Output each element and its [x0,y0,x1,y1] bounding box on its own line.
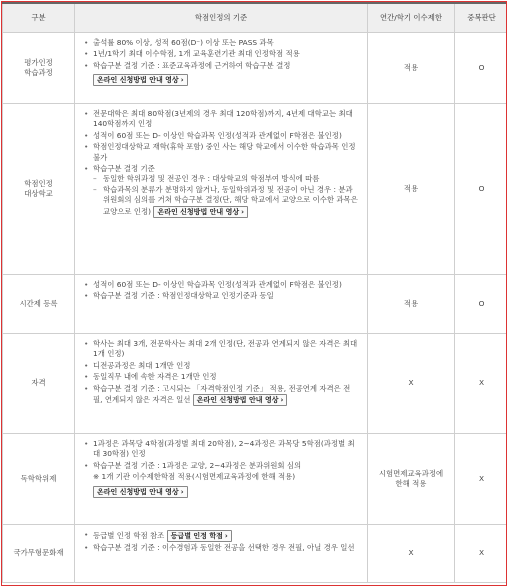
criteria-bullet: • 성적이 60점 또는 D- 이상인 학습과목 인정(성적과 관계없이 F학점은 불인정) [83,280,359,290]
row-criteria [75,275,368,334]
row-category: 학점인정 대상학교 [3,104,75,275]
row-category: 평가인정 학습과정 [3,33,75,104]
criteria-bullet: • 출석률 80% 이상, 성적 60점(D⁻) 이상 또는 PASS 과목 [83,38,359,48]
chevron-right-icon: › [180,76,184,85]
criteria-bullet: • 학습구분 결정 기준 : 고시되는 「자격학점인정 기준」 적용, 전공연계 자격은 전필, 연계되지 않은 자격은 일선 온라인 신청방법 안내 영상 › [83,384,359,406]
row-criteria [75,525,368,583]
row-limit: 적용 [368,33,455,104]
table-header-row [3,3,508,33]
row-criteria [75,334,368,434]
table-row [3,334,508,434]
table-row [3,434,508,525]
criteria-bullet: • 학습구분 결정 기준 : 표준교육과정에 근거하여 학습구분 결정 [83,61,359,71]
table-row [3,104,508,275]
header-criteria: 학점인정의 기준 [75,3,368,33]
online-guide-video-button[interactable]: 온라인 신청방법 안내 영상 › [193,394,288,406]
table-row [3,525,508,583]
header-limit: 연간/학기 이수제한 [368,3,455,33]
row-duplicate: X [455,334,508,434]
row-duplicate: O [455,104,508,275]
row-duplicate: O [455,33,508,104]
online-guide-video-button[interactable]: 온라인 신청방법 안내 영상 › [93,486,188,498]
credit-criteria-table [2,2,507,583]
header-duplicate: 중복판단 [455,3,508,33]
row-duplicate: X [455,525,508,583]
header-category: 구분 [3,3,75,33]
criteria-bullet-text: 학습구분 결정 기준 [93,164,155,174]
row-duplicate: O [455,275,508,334]
criteria-dash: – 동일한 학위과정 및 전공인 경우 : 대상학교의 학점부여 방식에 따름 [93,174,359,184]
chevron-right-icon: › [180,487,184,496]
criteria-note: ※ 1개 기관 이수제한학점 적용(시험면제교육과정에 한해 적용) [93,472,296,482]
row-limit: 적용 [368,104,455,275]
chevron-right-icon: › [241,207,245,216]
criteria-bullet: • 등급별 인정 학점 참조 등급별 인정 학점 › [83,530,359,542]
criteria-bullet: • 1과정은 과목당 4학점(과정별 최대 20학점), 2~4과정은 과목당 5학점(과정별 최대 30학점) 인정 [83,439,359,460]
credit-criteria-table-frame [1,1,507,586]
row-category: 자격 [3,334,75,434]
criteria-bullet: • 학사는 최대 3개, 전문학사는 최대 2개 인정(단, 전공과 연계되지 않은 자격은 최대 1개 인정) [83,339,359,360]
criteria-bullet: • 디전공과정은 최대 1개만 인정 [83,361,359,371]
criteria-bullet: • 학습구분 결정 기준 : 학점인정대상학교 인정기준과 동일 [83,291,359,301]
credit-by-grade-button[interactable]: 등급별 인정 학점 › [167,530,232,542]
criteria-bullet: • 전문대학은 최대 80학점(3년제의 경우 최대 120학점)까지, 4년제 대학교는 최대 140학점까지 인정 [83,109,359,130]
row-limit: X [368,334,455,434]
row-limit: X [368,525,455,583]
criteria-bullet: • 학점인정대상학교 재학(휴학 포함) 중인 사는 해당 학교에서 이수한 학습과목 인정불가 [83,142,359,163]
row-category: 국가무형문화재 [3,525,75,583]
table-row [3,33,508,104]
row-duplicate: X [455,434,508,525]
online-guide-video-button[interactable]: 온라인 신청방법 안내 영상 › [93,74,188,86]
row-criteria [75,434,368,525]
criteria-dash: – 학습과목의 분류가 분명하지 않거나, 동일학위과정 및 전공이 아닌 경우 : 분과위원회의 심의를 거쳐 학습구분 결정(단, 해당 학교에서 교양으로 이수한 과목은 교양으로 인정) 온라인 신청방법 안내 영상 › [93,185,359,218]
row-category: 독학학위제 [3,434,75,525]
row-limit: 적용 [368,275,455,334]
table-row [3,275,508,334]
criteria-bullet: • 학습구분 결정 기준 : 이수경험과 동일한 전공을 선택한 경우 전필, 아닐 경우 일선 [83,543,359,553]
criteria-bullet: • 동일직무 내에 속한 자격은 1개만 인정 [83,372,359,382]
row-criteria [75,104,368,275]
criteria-bullet: • 1년/1학기 최대 이수학점, 1개 교육훈련기관 최대 인정학점 적용 [83,49,359,59]
criteria-bullet: • 성적이 60점 또는 D- 이상인 학습과목 인정(성적과 관계없이 F학점은 불인정) [83,131,359,141]
row-category: 시간제 등록 [3,275,75,334]
criteria-bullet: • 학습구분 결정 기준 : 1과정은 교양, 2~4과정은 분과위원회 심의 [83,461,359,471]
row-limit: 시험면제교육과정에 한해 적용 [368,434,455,525]
chevron-right-icon: › [224,532,228,540]
criteria-bullet [83,164,359,218]
online-guide-video-button[interactable]: 온라인 신청방법 안내 영상 › [153,206,248,218]
row-criteria [75,33,368,104]
chevron-right-icon: › [280,396,284,405]
